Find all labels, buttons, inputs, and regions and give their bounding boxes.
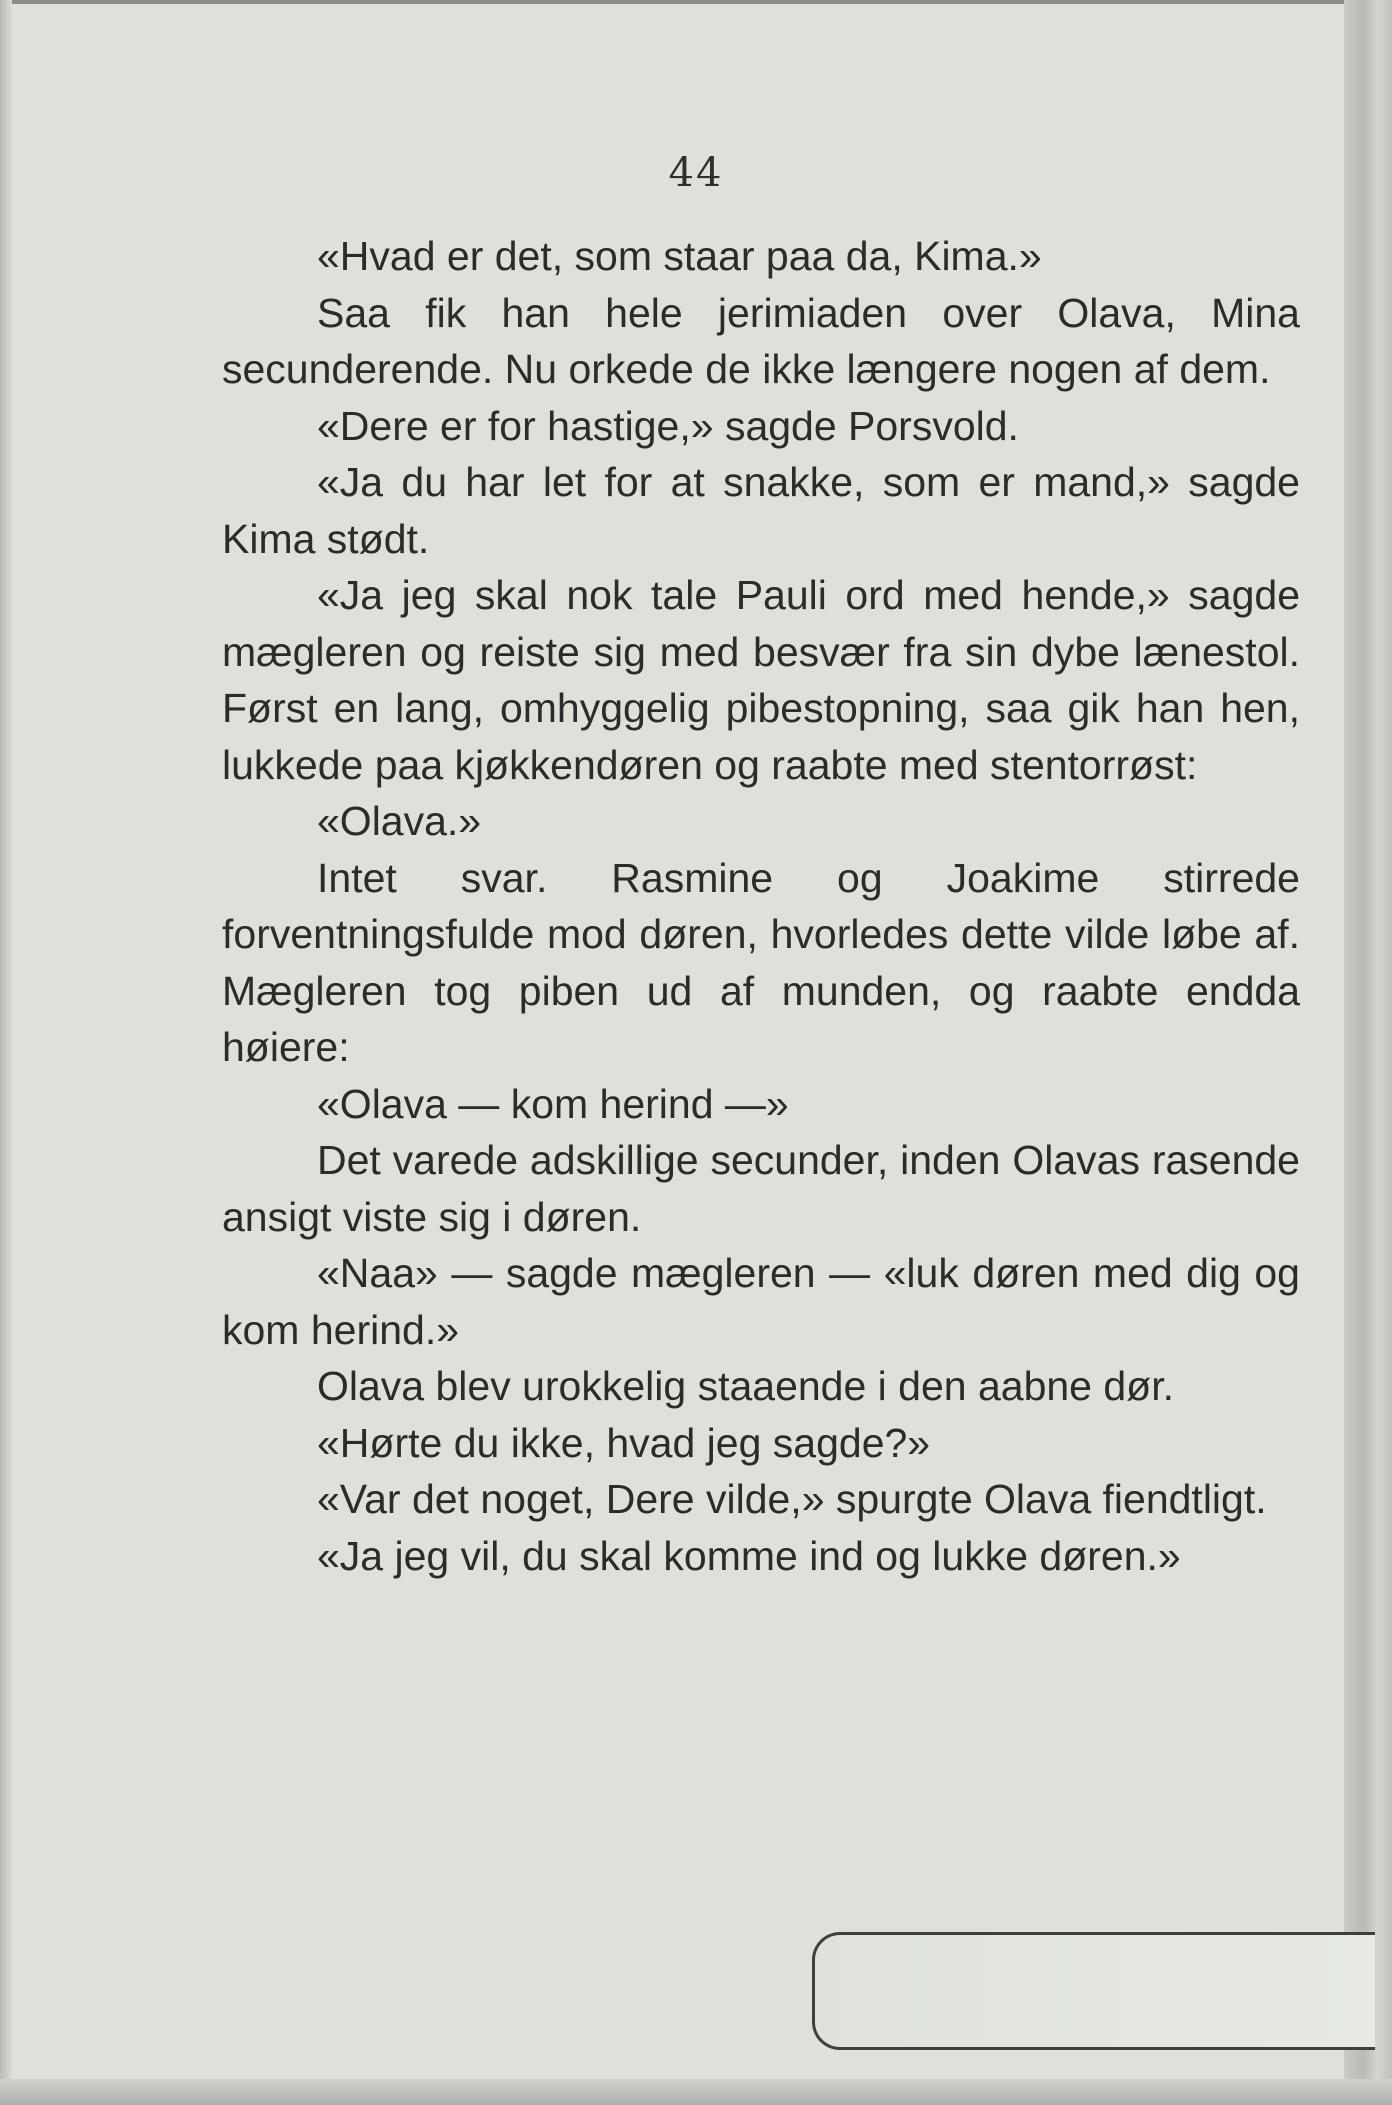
paragraph: «Ja jeg vil, du skal komme ind og lukke døren.»	[317, 1532, 1181, 1579]
paragraph: «Hørte du ikke, hvad jeg sagde?»	[317, 1419, 931, 1466]
page-left-edge	[0, 0, 12, 2105]
paragraph: «Var det noget, Dere vilde,» spurgte Olava fiendtligt.	[317, 1476, 1267, 1522]
page-top-edge	[0, 0, 1392, 4]
paragraph: Intet svar. Rasmine og Joakime stirrede forventningsfulde mod døren, hvorledes dette vilde løbe af. Mægleren tog piben ud af munden, og raabte endda høiere:	[222, 854, 1300, 1070]
paragraph: Det varede adskillige secunder, inden Olavas rasende ansigt viste sig i døren.	[222, 1137, 1300, 1240]
body-text	[222, 228, 1300, 1584]
paragraph: «Olava.»	[317, 798, 482, 844]
paragraph: «Ja du har let for at snakke, som er mand,» sagde Kima stødt.	[222, 459, 1300, 562]
paragraph: «Hvad er det, som staar paa da, Kima.»	[317, 233, 1042, 279]
page-bottom-edge	[0, 2079, 1392, 2105]
bookmark-tab	[812, 1932, 1375, 2050]
paragraph: «Naa» — sagde mægleren — «luk døren med dig og kom herind.»	[222, 1250, 1300, 1353]
page-number: 44	[668, 150, 724, 196]
paragraph: Saa fik han hele jerimiaden over Olava, Mina secunderende. Nu orkede de ikke længere nogen af dem.	[222, 289, 1300, 392]
paragraph: Olava blev urokkelig staaende i den aabne dør.	[317, 1363, 1174, 1409]
paragraph: «Ja jeg skal nok tale Pauli ord med hende,» sagde mægleren og reiste sig med besvær fra sin dybe lænestol. Først en lang, omhyggelig pibestopning, saa gik han hen, lukkede paa kjøkkendøren og raabte med stentorrøst:	[222, 572, 1300, 788]
paragraph: «Dere er for hastige,» sagde Porsvold.	[317, 402, 1019, 449]
paragraph: «Olava — kom herind —»	[317, 1080, 789, 1127]
page-right-edge	[1344, 0, 1392, 2105]
